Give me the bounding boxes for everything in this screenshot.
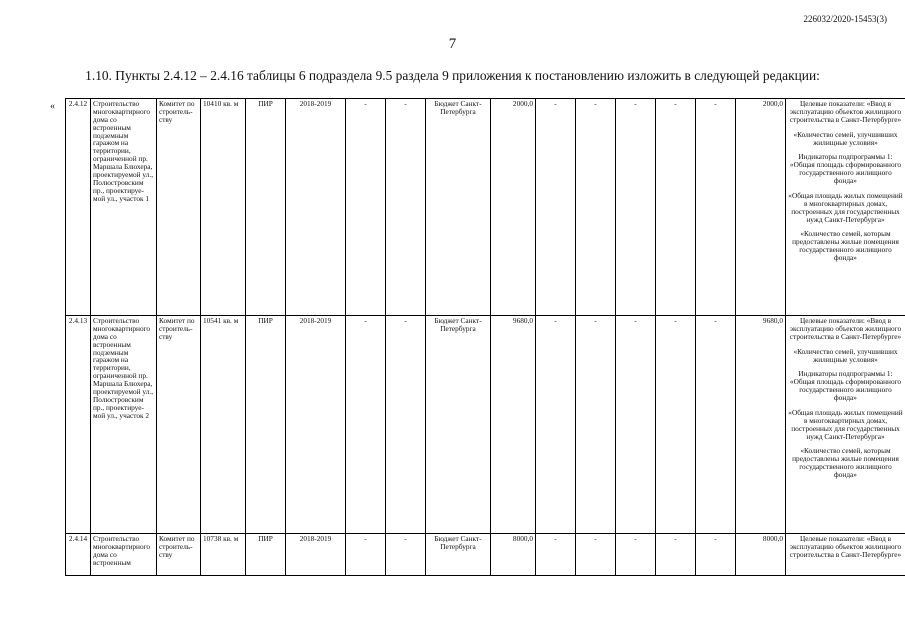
row-number: 2.4.12 [66, 99, 91, 316]
total-amount: 9680,0 [736, 316, 786, 534]
value-cell: - [576, 99, 616, 316]
value-cell: - [616, 316, 656, 534]
capacity: 10541 кв. м [201, 316, 246, 534]
years: 2018-2019 [286, 316, 346, 534]
value-cell: - [616, 99, 656, 316]
value-cell: - [696, 534, 736, 576]
funding-source: Бюджет Санкт-Петербурга [426, 316, 491, 534]
value-cell: - [616, 534, 656, 576]
value-cell: - [346, 316, 386, 534]
indicator-text: «Количество семей, которым предоставлены жилые помещения государственного жилищного фонда» [792, 229, 899, 262]
indicator-text: Индикаторы подпрограммы 1: «Общая площадь сформированного государственного жилищного фонда» [789, 369, 902, 402]
funding-source: Бюджет Санкт-Петербурга [426, 99, 491, 316]
value-cell: - [576, 534, 616, 576]
doc-number: 226032/2020-15453(3) [803, 14, 887, 24]
amount: 8000,0 [491, 534, 536, 576]
indicator-text: Целевые показатели: «Ввод в эксплуатацию объектов жилищного строительства в Санкт-Петербурге» [789, 534, 902, 559]
indicators [786, 534, 905, 576]
indicator-text: Целевые показатели: «Ввод в эксплуатацию объектов жилищного строительства в Санкт-Петербурге» [789, 99, 902, 124]
amount: 2000,0 [491, 99, 536, 316]
value-cell: - [386, 316, 426, 534]
object-name: Строительство многоквартирного дома со встроенным подземным гаражом на территории, ограниченной пр. Маршала Блюхера, проектируемой ул., Полюстровским пр., проектируе-мой ул., участок 2 [91, 316, 157, 534]
indicator-text: «Количество семей, улучшивших жилищные условия» [793, 346, 898, 364]
indicator-text: «Общая площадь жилых помещений в многоквартирных домах, построенных для государственных нужд Санкт-Петербурга» [788, 190, 903, 224]
value-cell: - [696, 99, 736, 316]
total-amount: 2000,0 [736, 99, 786, 316]
program-table [65, 98, 905, 576]
row-number: 2.4.13 [66, 316, 91, 534]
capacity: 10410 кв. м [201, 99, 246, 316]
object-name: Строительство многоквартирного дома со встроенным подземным гаражом на территории, ограниченной пр. Маршала Блюхера, проектируемой ул., Полюстровским пр., проектируе-мой ул., участок 1 [91, 99, 157, 316]
value-cell: - [656, 534, 696, 576]
years: 2018-2019 [286, 99, 346, 316]
value-cell: - [386, 534, 426, 576]
value-cell: - [656, 316, 696, 534]
page-number: 7 [448, 36, 457, 52]
object-name: Строительство многоквартирного дома со встроенным [91, 534, 157, 576]
funding-source: Бюджет Санкт-Петербурга [426, 534, 491, 576]
indicator-text: Целевые показатели: «Ввод в эксплуатацию объектов жилищного строительства в Санкт-Петербурге» [789, 316, 902, 341]
committee: Комитет по строитель-ству [157, 534, 201, 576]
value-cell: - [536, 534, 576, 576]
work-type: ПИР [246, 534, 286, 576]
indicator-text: Индикаторы подпрограммы 1: «Общая площадь сформированного государственного жилищного фонда» [789, 152, 902, 185]
years: 2018-2019 [286, 534, 346, 576]
work-type: ПИР [246, 316, 286, 534]
value-cell: - [386, 99, 426, 316]
value-cell: - [576, 316, 616, 534]
opening-quote-mark: « [50, 101, 55, 112]
row-number: 2.4.14 [66, 534, 91, 576]
indicators [786, 99, 905, 316]
work-type: ПИР [246, 99, 286, 316]
indicator-text: «Количество семей, которым предоставлены жилые помещения государственного жилищного фонда» [792, 446, 899, 479]
table-row [66, 316, 905, 534]
table-row [66, 99, 905, 316]
indicator-text: «Количество семей, улучшивших жилищные условия» [793, 129, 898, 147]
value-cell: - [346, 99, 386, 316]
capacity: 10738 кв. м [201, 534, 246, 576]
table-row [66, 534, 905, 576]
committee: Комитет по строитель-ству [157, 99, 201, 316]
amount: 9680,0 [491, 316, 536, 534]
indicators [786, 316, 905, 534]
value-cell: - [536, 316, 576, 534]
value-cell: - [696, 316, 736, 534]
value-cell: - [346, 534, 386, 576]
page-heading: 1.10. Пункты 2.4.12 – 2.4.16 таблицы 6 подраздела 9.5 раздела 9 приложения к постановлению изложить в следующей редакции: [85, 68, 820, 83]
value-cell: - [536, 99, 576, 316]
indicator-text: «Общая площадь жилых помещений в многоквартирных домах, построенных для государственных нужд Санкт-Петербурга» [788, 407, 903, 441]
total-amount: 8000,0 [736, 534, 786, 576]
committee: Комитет по строитель-ству [157, 316, 201, 534]
value-cell: - [656, 99, 696, 316]
